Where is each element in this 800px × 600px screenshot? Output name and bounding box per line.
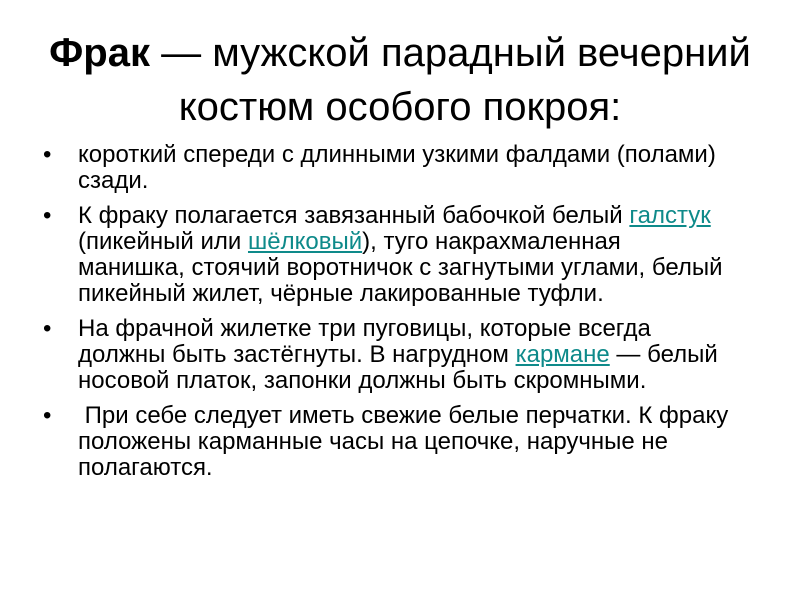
bullet-marker: • bbox=[43, 402, 52, 429]
link-shelkovy[interactable]: шёлковый bbox=[247, 228, 363, 255]
link-galstuk[interactable]: галстук bbox=[629, 202, 711, 229]
bullet-text: При себе следует иметь свежие белые перчатки. К фраку положены карманные часы на цепочке, наручные не полагаются. bbox=[78, 402, 735, 481]
link-karmane[interactable]: кармане bbox=[515, 341, 610, 368]
bullet-text: короткий спереди с длинными узкими фалдами (полами) сзади. bbox=[78, 141, 716, 194]
bullet-text-part: На фрачной жилетке три пуговицы, которые всегда должны быть застёгнуты. В нагрудном bbox=[78, 315, 651, 368]
bullet-item-1 bbox=[40, 142, 730, 194]
bullet-marker: • bbox=[43, 202, 52, 229]
bullet-marker: • bbox=[43, 315, 52, 342]
bullet-text-part: ), туго накрахмаленная манишка, стоячий воротничок с загнутыми углами, белый пикейный жилет, чёрные лакированные туфли. bbox=[78, 228, 723, 307]
bullet-item-3 bbox=[40, 316, 730, 394]
bullet-text-part: — белый носовой платок, запонки должны быть скромными. bbox=[78, 341, 718, 394]
bullet-list bbox=[40, 141, 735, 490]
bullet-item-4 bbox=[40, 402, 735, 481]
title-bold-term: Фрак bbox=[49, 31, 150, 75]
bullet-item-2 bbox=[40, 203, 730, 307]
title-definition: — мужской парадный вечерний костюм особого покроя: bbox=[149, 31, 751, 129]
bullet-text-part: (пикейный или bbox=[78, 228, 248, 255]
slide-title bbox=[40, 26, 760, 134]
bullet-text-part: К фраку полагается завязанный бабочкой белый bbox=[78, 202, 630, 229]
bullet-marker: • bbox=[43, 141, 52, 168]
